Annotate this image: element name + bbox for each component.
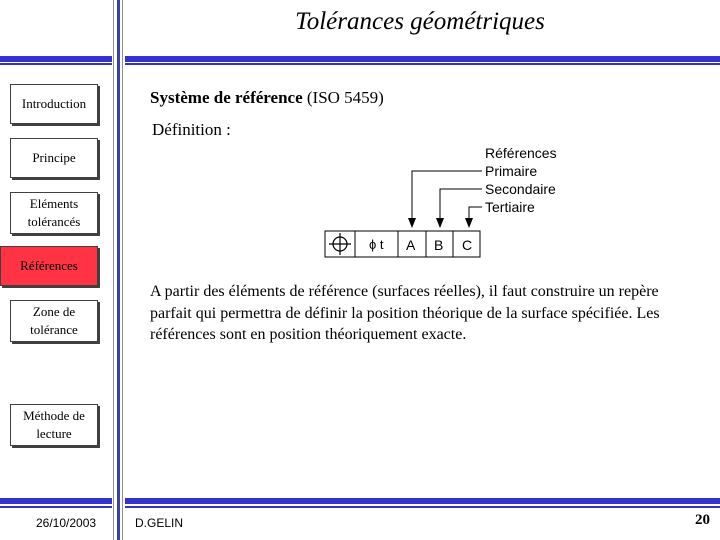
leader-lines (412, 171, 482, 220)
sidebar-item-label: Méthode de lecture (23, 408, 85, 441)
header-bar-right-thin (125, 63, 720, 65)
sidebar-item-zone-de-tolerance[interactable] (10, 300, 98, 342)
section-heading-rest: (ISO 5459) (302, 88, 384, 107)
datum-c: C (462, 237, 473, 253)
datum-a: A (406, 237, 416, 253)
header-bar-left-thin (0, 63, 112, 65)
footer-bar-left-thin (0, 506, 112, 508)
sidebar-item-label: Zone de tolérance (30, 304, 78, 337)
legend-tertiaire: Tertiaire (485, 199, 535, 215)
page-number: 20 (695, 512, 710, 528)
datum-b: B (434, 237, 444, 253)
legend-primaire: Primaire (485, 163, 538, 179)
footer-author: D.GELIN (135, 516, 184, 530)
sidebar-item-methode-de-lecture[interactable] (10, 404, 98, 446)
sidebar-item-references[interactable] (0, 246, 98, 286)
header-bar-left (0, 56, 112, 62)
legend-secondaire: Secondaire (485, 181, 556, 197)
tolerance-value: ϕ t (369, 237, 384, 252)
footer-date: 26/10/2003 (36, 516, 97, 530)
sidebar-item-principe[interactable] (10, 138, 98, 178)
separator-line-right (122, 0, 123, 540)
sidebar-item-label: Références (20, 258, 78, 273)
legend-references: Références (485, 145, 557, 161)
datum-reference-diagram (320, 140, 570, 265)
footer-bar-left (0, 498, 112, 504)
leader-arrows (408, 218, 473, 228)
sidebar-item-elements-tolerances[interactable] (10, 192, 98, 234)
separator-line-middle (117, 0, 120, 540)
section-heading-bold: Système de référence (150, 88, 303, 107)
footer-bar-right-thin (125, 506, 720, 508)
section-heading (150, 88, 384, 108)
page-title: Tolérances géométriques (295, 8, 545, 35)
footer-bar-right (125, 498, 720, 504)
sidebar-item-label: Eléments tolérancés (27, 196, 81, 229)
definition-label: Définition : (152, 120, 231, 139)
explanation-paragraph: A partir des éléments de référence (surfaces réelles), il faut construire un repère parfait qui permettra de définir la position théorique de la surface spécifiée. Les références sont en position théoriquement exacte. (150, 283, 660, 343)
sidebar-item-label: Introduction (21, 96, 87, 111)
separator-line-left (113, 0, 114, 540)
header-bar-right (125, 56, 720, 62)
sidebar-item-introduction[interactable] (10, 84, 98, 124)
sidebar-item-label: Principe (32, 150, 76, 165)
